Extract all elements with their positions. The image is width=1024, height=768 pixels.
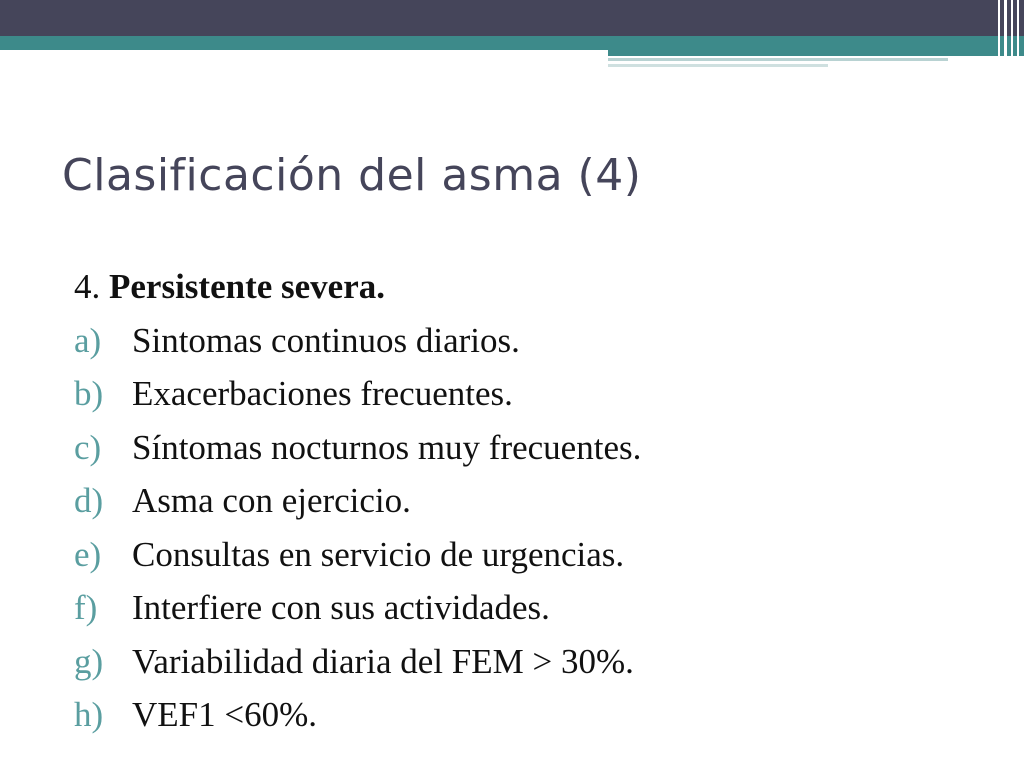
header-decor-line (608, 58, 948, 61)
list-item-text: Interfiere con sus actividades. (132, 588, 550, 627)
list-item-text: Asma con ejercicio. (132, 481, 411, 520)
list-item-text: VEF1 <60%. (132, 695, 318, 734)
heading-number: 4. (74, 267, 109, 306)
list-item (74, 581, 974, 635)
list-item-marker: a) (74, 320, 102, 360)
header-accent-band (0, 36, 1024, 50)
heading-text: Persistente severa. (109, 267, 385, 306)
slide-body (74, 260, 974, 742)
list-item (74, 635, 974, 689)
list-item (74, 314, 974, 368)
list-item (74, 367, 974, 421)
header-decor-line (608, 64, 828, 67)
list-item-marker: h) (74, 695, 104, 734)
list-heading (74, 260, 974, 314)
list-item-marker: c) (74, 427, 102, 467)
list-item-marker: d) (74, 481, 104, 520)
header-stripes-decor (994, 0, 1024, 70)
item-list (74, 314, 974, 742)
list-item-text: Exacerbaciones frecuentes. (132, 374, 513, 413)
header-accent-thin-line (608, 50, 1024, 56)
list-item-text: Variabilidad diaria del FEM > 30%. (132, 641, 634, 681)
list-item (74, 528, 974, 582)
list-item-text: Sintomas continuos diarios. (132, 320, 520, 360)
list-item-marker: f) (74, 588, 98, 627)
list-item-marker: g) (74, 641, 104, 681)
list-item-text: Consultas en servicio de urgencias. (132, 534, 625, 574)
list-item-marker: e) (74, 534, 102, 574)
list-item (74, 421, 974, 475)
list-item (74, 688, 974, 742)
list-item-text: Síntomas nocturnos muy frecuentes. (132, 427, 642, 467)
header-bar (0, 0, 1024, 36)
list-item (74, 474, 974, 528)
slide-title: Clasificación del asma (4) (62, 150, 642, 201)
list-item-marker: b) (74, 374, 104, 413)
